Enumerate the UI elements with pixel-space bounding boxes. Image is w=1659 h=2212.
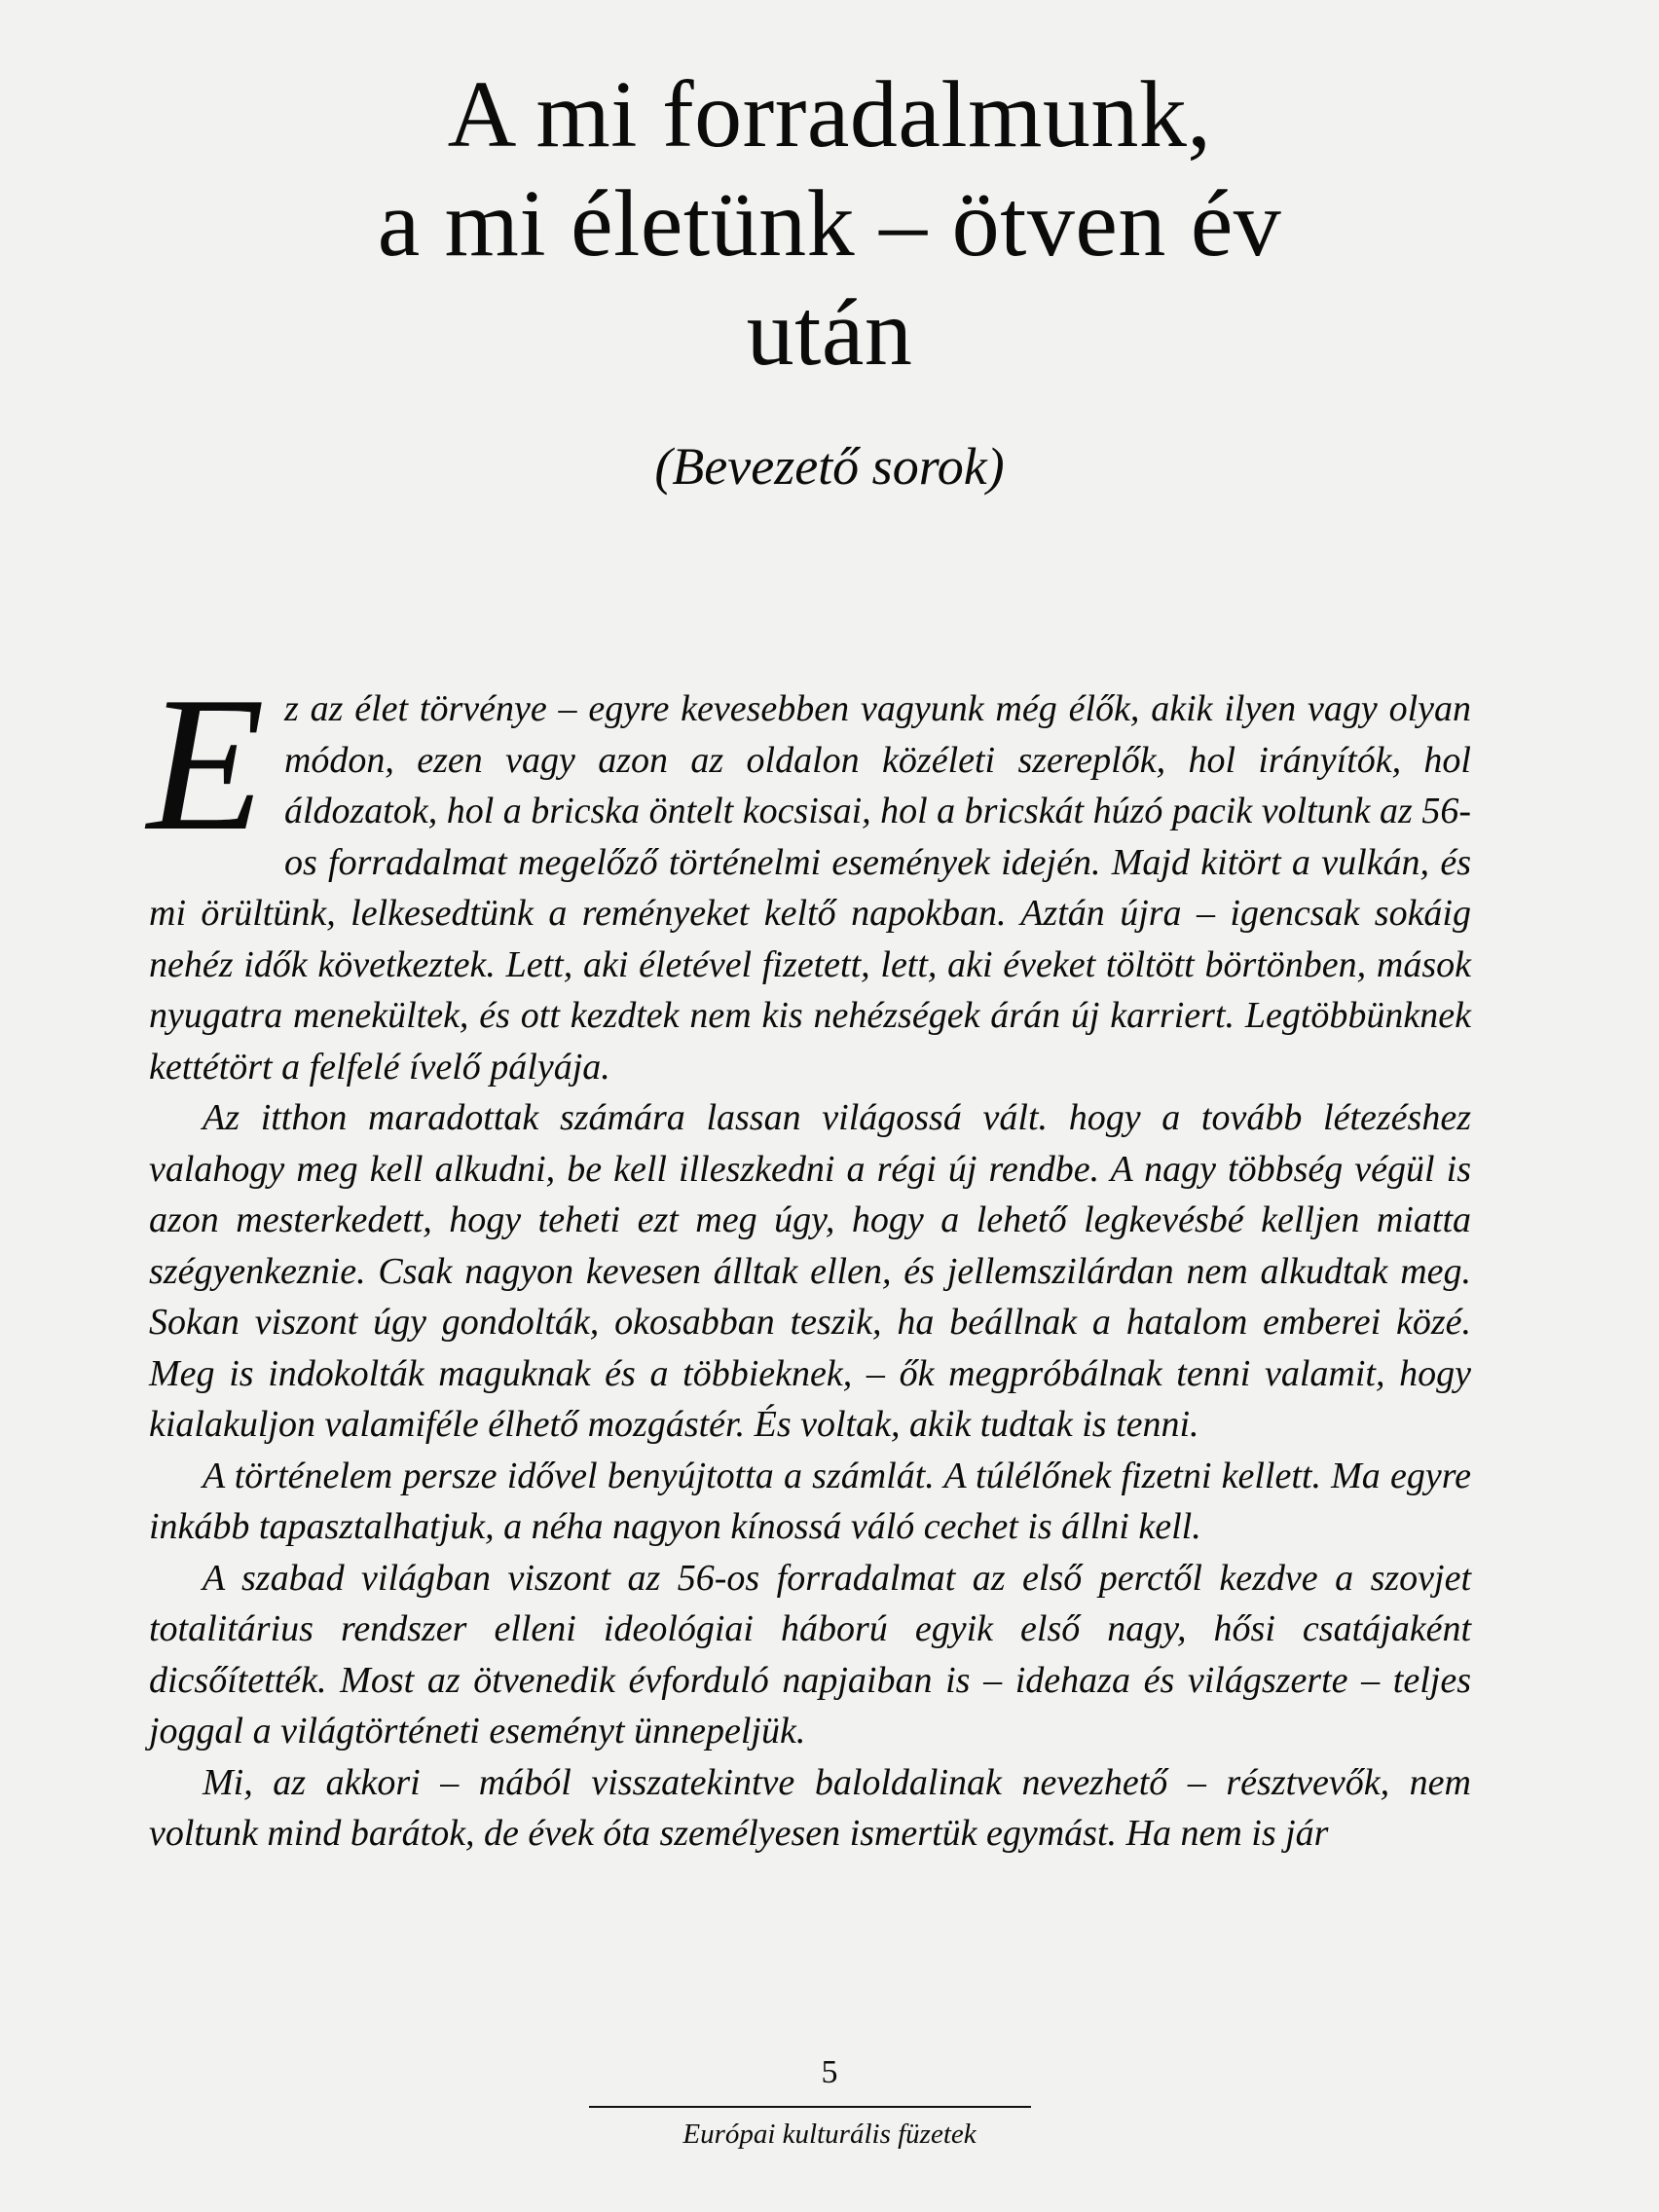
paragraph: Az itthon maradottak számára lassan világossá vált. hogy a tovább létezéshez valahogy meg kell alkudni, be kell illeszkedni a régi új rendbe. A nagy többség végül is azon mesterkedett, hogy teheti ezt meg úgy, hogy a lehető legkevésbé kelljen miatta szégyenkeznie. Csak nagyon kevesen álltak ellen, és jellemszilárdan nem alkudtak meg. Sokan viszont úgy gondolták, okosabban teszik, ha beállnak a hatalom emberei közé. Meg is indokolták maguknak és a többieknek, – ők megpróbálnak tenni valamit, hogy kialakuljon valamiféle élhető mozgástér. És voltak, akik tudtak is tenni. [149, 1097, 1471, 1445]
footer-divider [589, 2106, 1031, 2108]
page-number: 5 [821, 2054, 838, 2090]
article-body [147, 657, 1471, 1860]
journal-name: Európai kulturális füzetek [682, 2119, 977, 2150]
paragraph: Mi, az akkori – mából visszatekintve baloldalinak nevezhető – résztvevők, nem voltunk mind barátok, de évek óta személyesen ismertük egymást. Ha nem is jár [149, 1761, 1471, 1854]
drop-cap: E [147, 657, 265, 870]
article-title [0, 60, 1659, 387]
paragraph [147, 657, 1471, 1092]
paragraph-text: z az élet törvénye – egyre kevesebben vagyunk még élők, akik ilyen vagy olyan módon, ezen vagy azon az oldalon közéleti szereplők, hol irányítók, hol áldozatok, hol a bricska öntelt kocsisai, hol a bricskát húzó pacik voltunk az 56-os forradalmat megelőző történelmi események idején. Majd kitört a vulkán, és mi örültünk, lelkesedtünk a reményeket keltő napokban. Aztán újra – igencsak sokáig nehéz idők következtek. Lett, aki életével fizetett, lett, aki éveket töltött börtönben, mások nyugatra menekültek, és ott kezdtek nem kis nehézségek árán új karriert. Legtöbbünknek kettétört a felfelé ívelő pályája. [149, 688, 1471, 1088]
title-line: után [746, 280, 913, 386]
article-subtitle: (Bevezető sorok) [654, 437, 1005, 496]
title-line: a mi életünk – ötven év [377, 171, 1282, 276]
paragraph: A történelem persze idővel benyújtotta a számlát. A túlélőnek fizetni kellett. Ma egyre inkább tapasztalhatjuk, a néha nagyon kínossá váló cechet is állni kell. [149, 1455, 1471, 1547]
paragraph: A szabad világban viszont az 56-os forradalmat az első perctől kezdve a szovjet totalitárius rendszer elleni ideológiai háború egyik első nagy, hősi csatájaként dicsőítették. Most az ötvenedik évforduló napjaiban is – idehaza és világszerte – teljes joggal a világtörténeti eseményt ünnepeljük. [149, 1557, 1471, 1751]
title-line: A mi forradalmunk, [447, 62, 1212, 167]
